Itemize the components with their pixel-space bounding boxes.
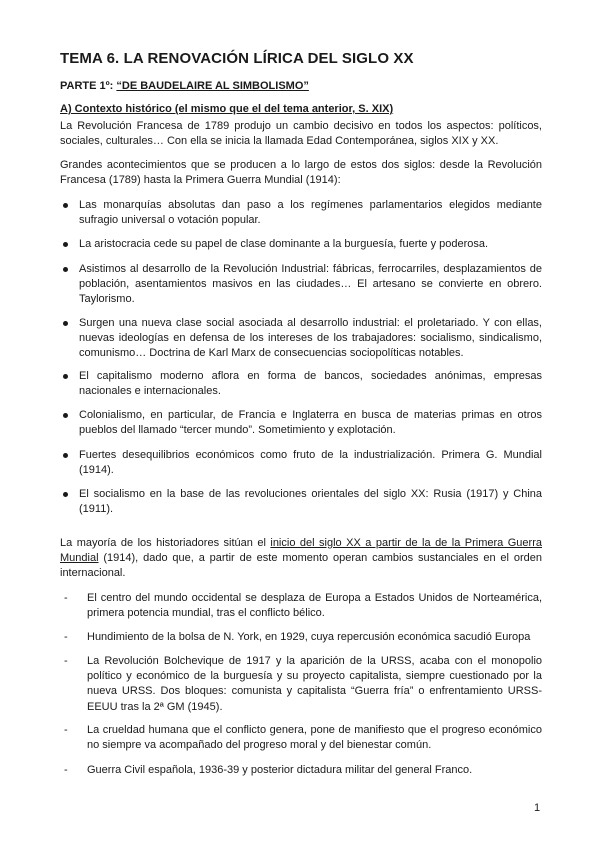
bullet-icon — [60, 369, 78, 384]
list-item-text: Asistimos al desarrollo de la Revolución Industrial: fábricas, ferrocarriles, desplazamientos de población, asentamientos masivos en las ciudades… El artesano se convierte en obrero. Taylorismo. — [79, 263, 542, 306]
list-item-text: El centro del mundo occidental se desplaza de Europa a Estados Unidos de Norteamérica, primera potencia mundial, tras el conflicto bélico. — [87, 592, 542, 620]
dash-icon: - — [64, 655, 68, 667]
dash-icon: - — [64, 631, 68, 643]
events-intro-paragraph: Grandes acontecimientos que se producen a lo largo de estos dos siglos: desde la Revolución Francesa (1789) hasta la Primera Guerra Mundial (1914): — [60, 159, 542, 187]
part-name: “DE BAUDELAIRE AL SIMBOLISMO” — [116, 80, 309, 92]
list-item-text: Fuertes desequilibrios económicos como fruto de la industrialización. Primera G. Mundial (1914). — [79, 449, 542, 477]
list-item-text: Colonialismo, en particular, de Francia e Inglaterra en busca de materias primas en otros pueblos del llamado “tercer mundo”. Sometimiento y explotación. — [79, 409, 542, 437]
list-item-text: Guerra Civil española, 1936-39 y posterior dictadura militar del general Franco. — [87, 764, 473, 776]
list-item-text: La crueldad humana que el conflicto genera, pone de manifiesto que el progreso económico no siempre va acompañado del progreso moral y del bienestar común. — [87, 724, 542, 752]
page-number: 1 — [534, 802, 541, 814]
part-heading — [60, 80, 309, 92]
bullet-icon — [60, 262, 78, 277]
bullet-icon — [60, 448, 78, 463]
century-tail: (1914), dado que, a partir de este momento operan cambios sustanciales en el orden internacional. — [60, 552, 542, 580]
list-item-text: El socialismo en la base de las revoluciones orientales del siglo XX: Rusia (1917) y China (1911). — [79, 488, 542, 516]
century-paragraph — [60, 536, 542, 582]
part-prefix: PARTE 1º: — [60, 80, 117, 92]
list-item-text: El capitalismo moderno aflora en forma de bancos, sociedades anónimas, empresas nacionales e internacionales. — [79, 370, 542, 398]
bullet-icon — [60, 316, 78, 331]
bullet-icon — [60, 237, 78, 252]
bullet-icon — [60, 198, 78, 213]
intro-paragraph: La Revolución Francesa de 1789 produjo un cambio decisivo en todos los aspectos: políticos, sociales, culturales… Con ella se inicia la llamada Edad Contemporánea, siglos XIX y XX. — [60, 120, 542, 148]
list-item-text: Hundimiento de la bolsa de N. York, en 1929, cuya repercusión económica sacudió Europa — [87, 631, 531, 643]
document-title: TEMA 6. LA RENOVACIÓN LÍRICA DEL SIGLO XX — [60, 50, 414, 67]
dash-icon: - — [64, 724, 68, 736]
dash-icon: - — [64, 592, 68, 604]
century-underlined: inicio del siglo XX a partir de la de la Primera Guerra Mundial — [60, 537, 542, 565]
bullet-icon — [60, 408, 78, 423]
bullet-icon — [60, 487, 78, 502]
list-item-text: Las monarquías absolutas dan paso a los regímenes parlamentarios elegidos mediante sufragio universal o votación popular. — [79, 199, 542, 227]
list-item-text: La aristocracia cede su papel de clase dominante a la burguesía, fuerte y poderosa. — [79, 238, 489, 250]
list-item-text: Surgen una nueva clase social asociada al desarrollo industrial: el proletariado. Y con ellas, nuevas ideologías en defensa de los intereses de los trabajadores: socialismo, sindicalismo, comunismo… Doctrina de Karl Marx de consecuencias sociopolíticas notables. — [79, 317, 542, 360]
section-a-heading: A) Contexto histórico (el mismo que el del tema anterior, S. XIX) — [60, 103, 394, 115]
list-item-text: La Revolución Bolchevique de 1917 y la aparición de la URSS, acaba con el monopolio político y económico de la burguesía y su proyecto capitalista, siempre cuestionado por la nueva URSS. Dos bloques: comunista y capitalista “Guerra fría” o enfrentamiento URSS-EEUU tras la 2ª GM (1945). — [87, 655, 542, 713]
century-lead: La mayoría de los historiadores sitúan el — [60, 537, 271, 549]
dash-icon: - — [64, 764, 68, 776]
